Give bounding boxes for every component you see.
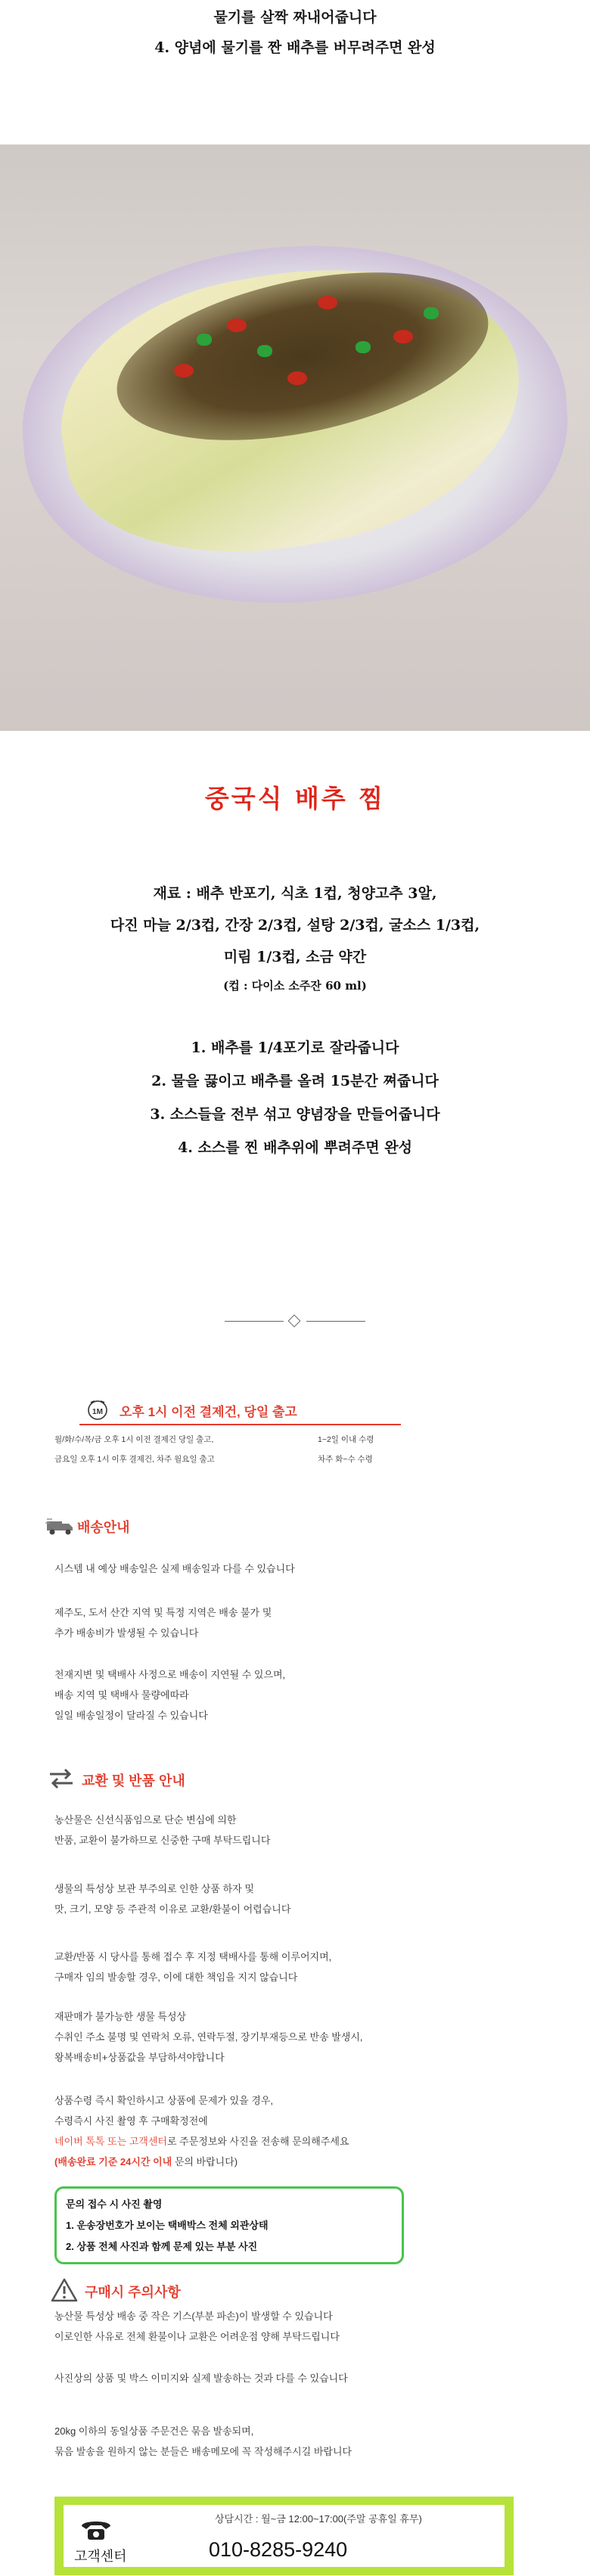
exchange-text: 상품수령 즉시 확인하시고 상품에 문제가 있을 경우, [54, 2095, 274, 2106]
delivery-text: 일일 배송일정이 달라질 수 있습니다 [54, 1710, 208, 1721]
telephone-icon [79, 2517, 113, 2543]
cutoff-row2-left: 금요일 오후 1시 이후 결제건, 차주 월요일 출고 [54, 1455, 215, 1464]
shipping-cutoff-title: 오후 1시 이전 결제건, 당일 출고 [120, 1405, 297, 1419]
green-chili-piece [197, 334, 212, 346]
intro-steps [0, 0, 590, 65]
chili-piece [174, 364, 194, 378]
exchange-paragraph [54, 1810, 270, 1850]
caution-text: 이로인한 사유로 전체 환불이나 교환은 어려운점 양해 부탁드립니다 [54, 2331, 340, 2342]
clock-badge-icon [85, 1398, 110, 1421]
exchange-text: 반품, 교환이 불가하므로 신중한 구매 부탁드립니다 [54, 1835, 271, 1846]
recipe-step: 4. 소스를 찐 배추위에 뿌려주면 완성 [178, 1139, 412, 1156]
exchange-text: 구매자 임의 발송할 경우, 이에 대한 책임을 지지 않습니다 [54, 1972, 298, 1983]
caution-text: 20kg 이하의 동일상품 주문건은 묶음 발송되며, [54, 2425, 254, 2437]
exchange-arrows-icon [47, 1767, 76, 1790]
steamed-cabbage-photo [0, 144, 590, 731]
delivery-paragraph [54, 1664, 285, 1726]
exchange-text: 왕복배송비+상품값을 부담하셔야합니다 [54, 2052, 225, 2063]
chili-piece [287, 371, 307, 385]
green-chili-piece [356, 341, 371, 353]
divider-line [306, 1321, 365, 1322]
photo-requirements-box [54, 2186, 404, 2264]
ingredients-line: 재료 : 배추 반포기, 식초 1컵, 청양고추 3알, [153, 885, 437, 902]
delivery-title: 배송안내 [77, 1520, 130, 1535]
exchange-text [54, 2131, 349, 2152]
photo-requirement-item: 2. 상품 전체 사진과 함께 문제 있는 부분 사진 [66, 2241, 258, 2252]
recipe-title: 중국식 배추 찜 [204, 784, 386, 813]
delivery-paragraph [54, 1602, 272, 1643]
exchange-paragraph [54, 1947, 331, 1987]
phone-number[interactable]: 010-8285-9240 [209, 2538, 348, 2561]
exchange-text: 수취인 주소 불명 및 연락처 오류, 연락두절, 장기부재등으로 반송 발생시, [54, 2031, 363, 2043]
photo-requirement-item: 1. 운송장번호가 보이는 택배박스 전체 외관상태 [66, 2220, 269, 2231]
exchange-text: 수령즉시 사진 촬영 후 구매확정전에 [54, 2115, 208, 2127]
intro-step-line: 물기를 살짝 짜내어줍니다 [213, 9, 377, 26]
deadline-highlight: (배송완료 기준 24시간 이내 [54, 2156, 172, 2167]
exchange-text [54, 2152, 349, 2172]
delivery-text: 시스템 내 예상 배송일은 실제 배송일과 다를 수 있습니다 [54, 1563, 295, 1574]
caution-paragraph [54, 2368, 348, 2388]
caution-title: 구매시 주의사항 [85, 2285, 181, 2300]
cutoff-row2-right: 차주 화~수 수령 [318, 1455, 373, 1464]
caution-text: 묶음 발송을 원하지 않는 분들은 배송메모에 꼭 작성해주시길 바랍니다 [54, 2446, 352, 2457]
exchange-text-rest: 문의 바랍니다) [172, 2156, 238, 2167]
ingredients-line: 미림 1/3컵, 소금 약간 [223, 949, 367, 965]
cutoff-row1-right: 1~2일 이내 수령 [318, 1435, 374, 1444]
recipe-step: 3. 소스들을 전부 섞고 양념장을 만들어줍니다 [150, 1106, 440, 1123]
caution-text: 사진상의 상품 및 박스 이미지와 실제 발송하는 것과 다를 수 있습니다 [54, 2372, 348, 2384]
photo-requirements-title: 문의 접수 시 사진 촬영 [66, 2198, 163, 2210]
section-divider [225, 1316, 365, 1327]
green-chili-piece [424, 307, 439, 319]
ingredients [0, 878, 590, 973]
warning-icon [50, 2277, 79, 2303]
delivery-paragraph [54, 1558, 295, 1579]
recipe-step: 1. 배추를 1/4포기로 잘라줍니다 [191, 1039, 399, 1056]
exchange-text: 생물의 특성상 보관 부주의로 인한 상품 하자 및 [54, 1883, 254, 1894]
ingredients-line: 다진 마늘 2/3컵, 간장 2/3컵, 설탕 2/3컵, 굴소스 1/3컵, [110, 917, 480, 934]
exchange-paragraph [54, 1878, 290, 1919]
customer-center-box [54, 2497, 514, 2575]
delivery-text: 제주도, 도서 산간 지역 및 특정 지역은 배송 불가 및 [54, 1607, 272, 1618]
clock-badge-text: 1M [92, 1408, 103, 1416]
exchange-paragraph [54, 2090, 349, 2172]
recipe-step: 2. 물을 끓이고 배추를 올려 15분간 쪄줍니다 [151, 1073, 439, 1089]
cutoff-row1-left: 월/화/수/목/금 오후 1시 이전 결제건 당일 출고, [54, 1435, 214, 1444]
divider-line [225, 1321, 284, 1322]
green-chili-piece [257, 345, 272, 357]
delivery-text: 배송 지역 및 택배사 물량에따라 [54, 1689, 189, 1701]
exchange-text: 농산물은 신선식품임으로 단순 변심에 의한 [54, 1814, 237, 1826]
chili-piece [227, 319, 247, 332]
cup-note: (컵 : 다이소 소주잔 60 ml) [223, 979, 367, 993]
delivery-text: 추가 배송비가 발생될 수 있습니다 [54, 1627, 199, 1639]
exchange-text: 맛, 크기, 모양 등 주관적 이유로 교환/환불이 어렵습니다 [54, 1903, 291, 1915]
shipping-cutoff-header [79, 1400, 401, 1425]
exchange-text: 교환/반품 시 당사를 통해 접수 후 지정 택배사를 통해 이루어지며, [54, 1951, 332, 1962]
chili-piece [393, 330, 413, 343]
recipe-steps [0, 1031, 590, 1164]
delivery-text: 천재지변 및 택배사 사정으로 배송이 지연될 수 있으며, [54, 1669, 286, 1680]
consult-hours: 상담시간 : 월~금 12:00~17:00(주말 공휴일 휴무) [215, 2513, 422, 2525]
intro-step-line: 4. 양념에 물기를 짠 배추를 버무려주면 완성 [154, 39, 436, 56]
caution-paragraph [54, 2306, 340, 2347]
exchange-text-rest: 로 주문정보와 사진을 전송해 문의해주세요 [166, 2136, 349, 2147]
customer-center-inner [64, 2505, 505, 2567]
caution-text: 농산물 특성상 배송 중 작은 기스(부분 파손)이 발생할 수 있습니다 [54, 2310, 333, 2322]
customer-center-label: 고객센터 [74, 2549, 127, 2564]
chili-piece [318, 296, 337, 309]
contact-channel-highlight: 네이버 톡톡 또는 고객센터 [54, 2136, 167, 2147]
caution-paragraph [54, 2421, 352, 2462]
truck-icon [45, 1517, 76, 1537]
exchange-text: 재판매가 불가능한 생물 특성상 [54, 2011, 187, 2022]
exchange-paragraph [54, 2006, 363, 2068]
exchange-title: 교환 및 반품 안내 [82, 1773, 185, 1788]
divider-diamond [288, 1315, 301, 1328]
